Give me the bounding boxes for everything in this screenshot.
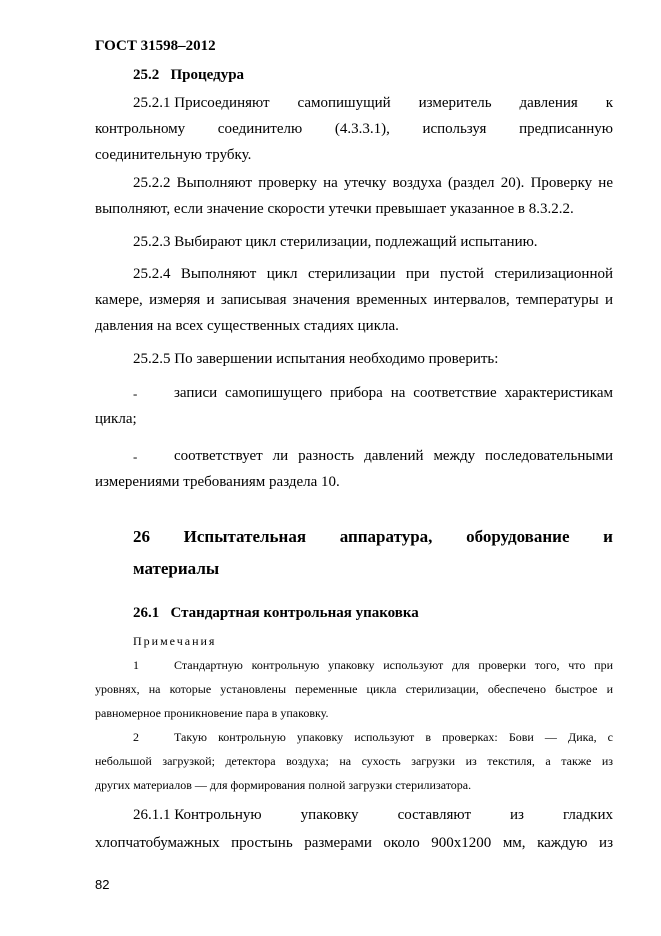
bullet-marker: - (133, 386, 138, 401)
bullet-marker: - (133, 449, 138, 464)
word: из (510, 807, 524, 823)
bullet-2-line-2: измерениями требованиям раздела 10. (95, 474, 340, 490)
word: (4.3.3.1), (334, 121, 390, 137)
word: упаковку (300, 807, 359, 823)
paragraph-26-1-1-line-2: хлопчатобумажных простынь размерами около 900x1200 мм, каждую из (95, 835, 613, 851)
bullet-2-line-1: соответствует ли разность давлений между последовательными (174, 448, 613, 464)
section-title: Стандартная контрольная упаковка (170, 605, 419, 621)
note-2-line-1: Такую контрольную упаковку используют в проверках: Бови — Дика, с (174, 730, 613, 744)
word: самопишущий (297, 95, 391, 111)
paragraph-25-2-4-line-3: давления на всех существенных стадиях цикла. (95, 318, 399, 334)
subsection-26-1-heading (133, 600, 419, 626)
section-25-2-heading (133, 62, 244, 88)
paragraph-25-2-4-line-1: 25.2.4 Выполняют цикл стерилизации при пустой стерилизационной (133, 266, 613, 282)
word: к (605, 95, 613, 111)
word: соединителю (217, 121, 303, 137)
section-26-heading-line-2: материалы (133, 559, 220, 578)
paragraph-25-2-2-line-2: выполняют, если значение скорости утечки превышает указанное в 8.3.2.2. (95, 201, 574, 217)
word: аппаратура, (339, 527, 433, 546)
paragraph-25-2-2-line-1: 25.2.2 Выполняют проверку на утечку воздуха (раздел 20). Проверку не (133, 175, 613, 191)
section-number: 25.2 (133, 67, 160, 83)
word: давления (519, 95, 578, 111)
note-1-line-1: Стандартную контрольную упаковку используют для проверки того, что при (174, 658, 613, 672)
note-2-line-3: других материалов — для формирования полной загрузки стерилизатора. (95, 778, 472, 792)
note-2-line-2: небольшой загрузкой; детектора воздуха; на сухость загрузки из текстиля, а также из (95, 754, 613, 768)
section-title: Процедура (170, 67, 245, 83)
note-2-number: 2 (133, 730, 139, 744)
word: предписанную (519, 121, 613, 137)
section-number: 26 (133, 527, 150, 546)
word: 25.2.1 Присоединяют (133, 95, 270, 111)
word: измеритель (418, 95, 492, 111)
section-26-heading-line-1 (133, 527, 613, 547)
word: и (603, 527, 613, 546)
note-1-number: 1 (133, 658, 139, 672)
paragraph-25-2-1-line-2 (95, 116, 613, 142)
word: контрольному (95, 121, 186, 137)
paragraph-26-1-1-line-1 (133, 802, 613, 828)
document-header: ГОСТ 31598–2012 (95, 38, 216, 54)
paragraph-25-2-5: 25.2.5 По завершении испытания необходимо проверить: (133, 351, 499, 367)
paragraph-25-2-1-line-3: соединительную трубку. (95, 147, 252, 163)
bullet-1-line-2: цикла; (95, 411, 137, 427)
word: используя (422, 121, 487, 137)
paragraph-25-2-3: 25.2.3 Выбирают цикл стерилизации, подлежащий испытанию. (133, 234, 538, 250)
word: Испытательная (183, 527, 307, 546)
word: 26.1.1 Контрольную (133, 807, 262, 823)
word: оборудование (466, 527, 570, 546)
section-number: 26.1 (133, 605, 160, 621)
bullet-1-line-1: записи самопишущего прибора на соответствие характеристикам (174, 385, 613, 401)
word: гладких (563, 807, 613, 823)
paragraph-25-2-1-line-1 (133, 90, 613, 116)
page-number: 82 (95, 877, 110, 892)
word: составляют (397, 807, 471, 823)
paragraph-25-2-4-line-2: камере, измеряя и записывая значения временных интервалов, температуры и (95, 292, 613, 308)
note-1-line-3: равномерное проникновение пара в упаковку. (95, 706, 329, 720)
notes-label: Примечания (133, 634, 217, 648)
note-1-line-2: уровнях, на которые установлены переменные цикла стерилизации, обеспечено быстрое и (95, 682, 613, 696)
